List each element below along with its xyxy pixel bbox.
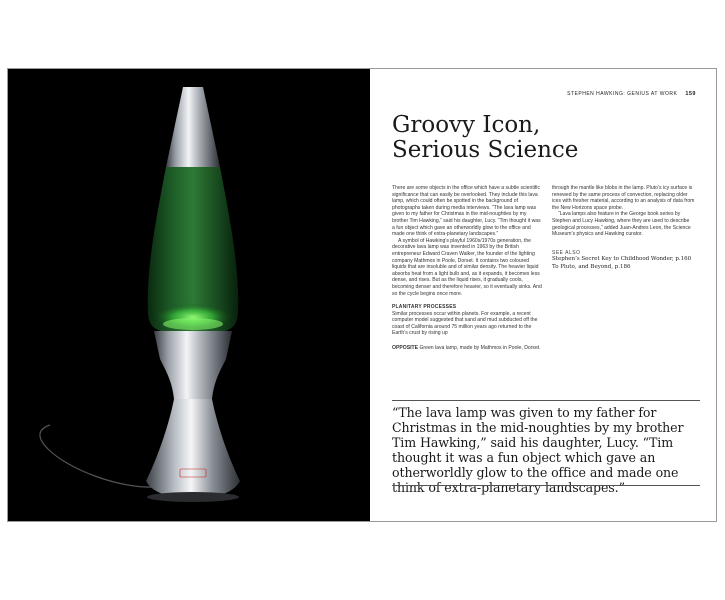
photo-caption [392,345,542,352]
body-paragraph: “Lava lamps also feature in the George book series by Stephen and Lucy Hawking, where they are used to describe geological processes,” added Juan-Andres Leon, the Science Museum’s physics and Hawking curator. [552,211,691,238]
pull-quote-rule-bottom [392,485,700,486]
section-subhead: PLANITARY PROCESSES [392,304,457,311]
lava-lamp-photo [8,69,370,521]
text-page [370,69,716,521]
title-line-2: Serious Science [392,137,579,163]
title-line-1: Groovy Icon, [392,112,541,138]
see-also-link[interactable]: Stephen’s Secret Key to Childhood Wonder, p.160 [552,256,692,263]
running-head [567,91,696,97]
lava-lamp-image [8,69,370,521]
lamp-collar [154,331,232,399]
power-cable [40,425,158,487]
body-paragraph: through the mantle like blobs in the lamp. Pluto’s icy surface is renewed by the same process of convection, replacing older ices with fresher material, according to an analysis of data from the New Horizons space probe. [552,185,695,211]
caption-text: Green lava lamp, made by Mathmos in Poole, Dorset. [419,345,541,352]
pull-quote: “The lava lamp was given to my father for Christmas in the mid-noughties by my brother Tim Hawking,” said his daughter, Lucy. “Tim thought it was a fun object which gave an otherworldly glow to the office and made one think of extra-planetary landscapes.” [392,405,684,495]
caption-label: OPPOSITE [392,345,419,352]
book-spread [7,68,717,522]
body-paragraph: A symbol of Hawking’s playful 1960s/1970s generation, the decorative lava lamp was invented in 1963 by the British entrepreneur Edward Craven Walker, the founder of the lighting company Mathmos in Poole, Dorset. It contains two coloured liquids that are insoluble and of similar density. The heavier liquid absorbs heat from a light bulb and, as it expands, it becomes less dense, and rises. But as the liquid rises, it gradually cools, becoming denser and therefore heavier, so it eventually sinks. And so the cycle begins once more. [392,237,542,297]
body-column-left [392,185,542,352]
lamp-base [146,399,240,499]
body-column-right [552,185,698,271]
running-head-section: STEPHEN HAWKING: GENIUS AT WORK [567,91,678,97]
see-also-link[interactable]: To Pluto, and Beyond, p.186 [552,263,631,270]
page-title [392,113,592,163]
pull-quote-rule-top [392,400,700,401]
body-paragraph: Similar processes occur within planets. For example, a recent computer model suggested that sand and mud subducted off the coast of California around 75 million years ago returned to the Earth’s crust by rising up [392,310,538,337]
lamp-cap [166,87,220,167]
page-number: 159 [685,91,696,97]
body-paragraph: There are some objects in the office which have a subtle scientific significance that can easily be overlooked. They include this lava lamp, which could often be spotted in the background of photographs taken during media interviews. “The lava lamp was given to my father for Christmas in the mid-noughties by my brother Tim Hawking,” said his daughter, Lucy. “Tim thought it was a fun object which gave an otherworldly glow to the office and made one think of extra-planetary landscapes.” [392,185,541,238]
see-also-heading: SEE ALSO [552,249,581,256]
